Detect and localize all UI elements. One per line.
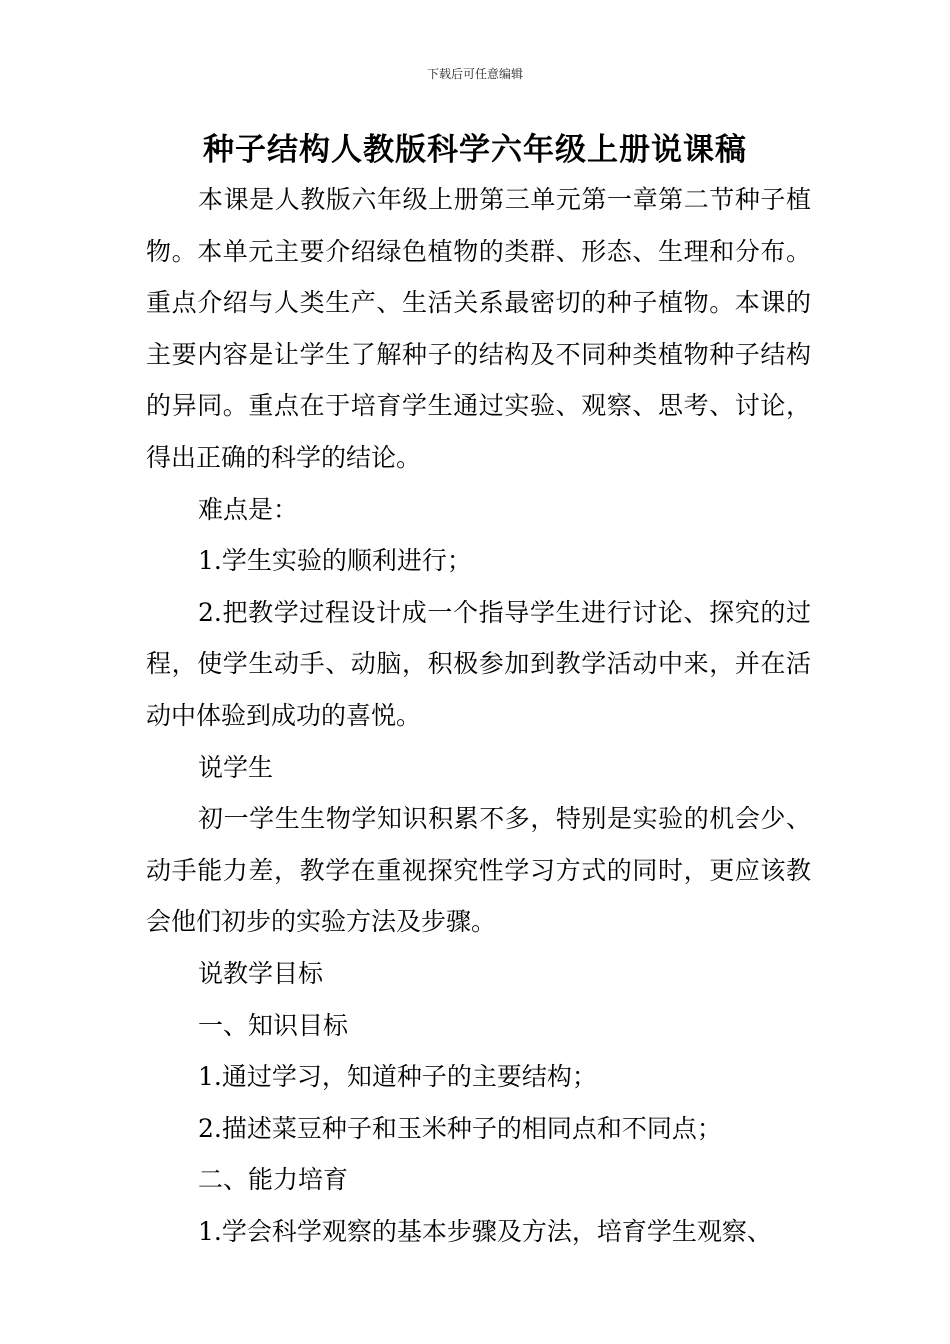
paragraph-ability-1: 1.学会科学观察的基本步骤及方法，培育学生观察、 [198,1216,772,1246]
paragraph-knowledge-heading: 一、知识目标 [198,1010,349,1040]
paragraph-knowledge-1: 1.通过学习，知道种子的主要结构； [198,1062,597,1092]
paragraph-difficulty-heading: 难点是： [198,494,299,524]
paragraph-knowledge-2: 2.描述菜豆种子和玉米种子的相同点和不同点； [198,1113,722,1143]
paragraph-difficulty-1: 1.学生实验的顺利进行； [198,546,472,576]
paragraph-ability-heading: 二、能力培育 [198,1165,349,1195]
paragraph-students-heading: 说学生 [198,752,274,782]
paragraph-intro: 本课是人教版六年级上册第三单元第一章第二节种子植物。本单元主要介绍绿色植物的类群、形态、生理和分布。重点介绍与人类生产、生活关系最密切的种子植物。本课的主要内容是让学生了解种子的结构及不同种类植物种子结构的异同。重点在于培育学生通过实验、观察、思考、讨论，得出正确的科学的结论。 [146,185,811,472]
paragraph-objectives-heading: 说教学目标 [198,958,324,988]
paragraph-difficulty-2: 2.把教学过程设计成一个指导学生进行讨论、探究的过程，使学生动手、动脑，积极参加到教学活动中来，并在活动中体验到成功的喜悦。 [146,597,811,730]
document-body [146,174,811,1257]
page-header-note: 下载后可任意编辑 [426,67,523,81]
document-title: 种子结构人教版科学六年级上册说课稿 [203,132,747,168]
paragraph-students: 初一学生生物学知识积累不多，特别是实验的机会少、动手能力差，教学在重视探究性学习方式的同时，更应该教会他们初步的实验方法及步骤。 [146,804,811,937]
